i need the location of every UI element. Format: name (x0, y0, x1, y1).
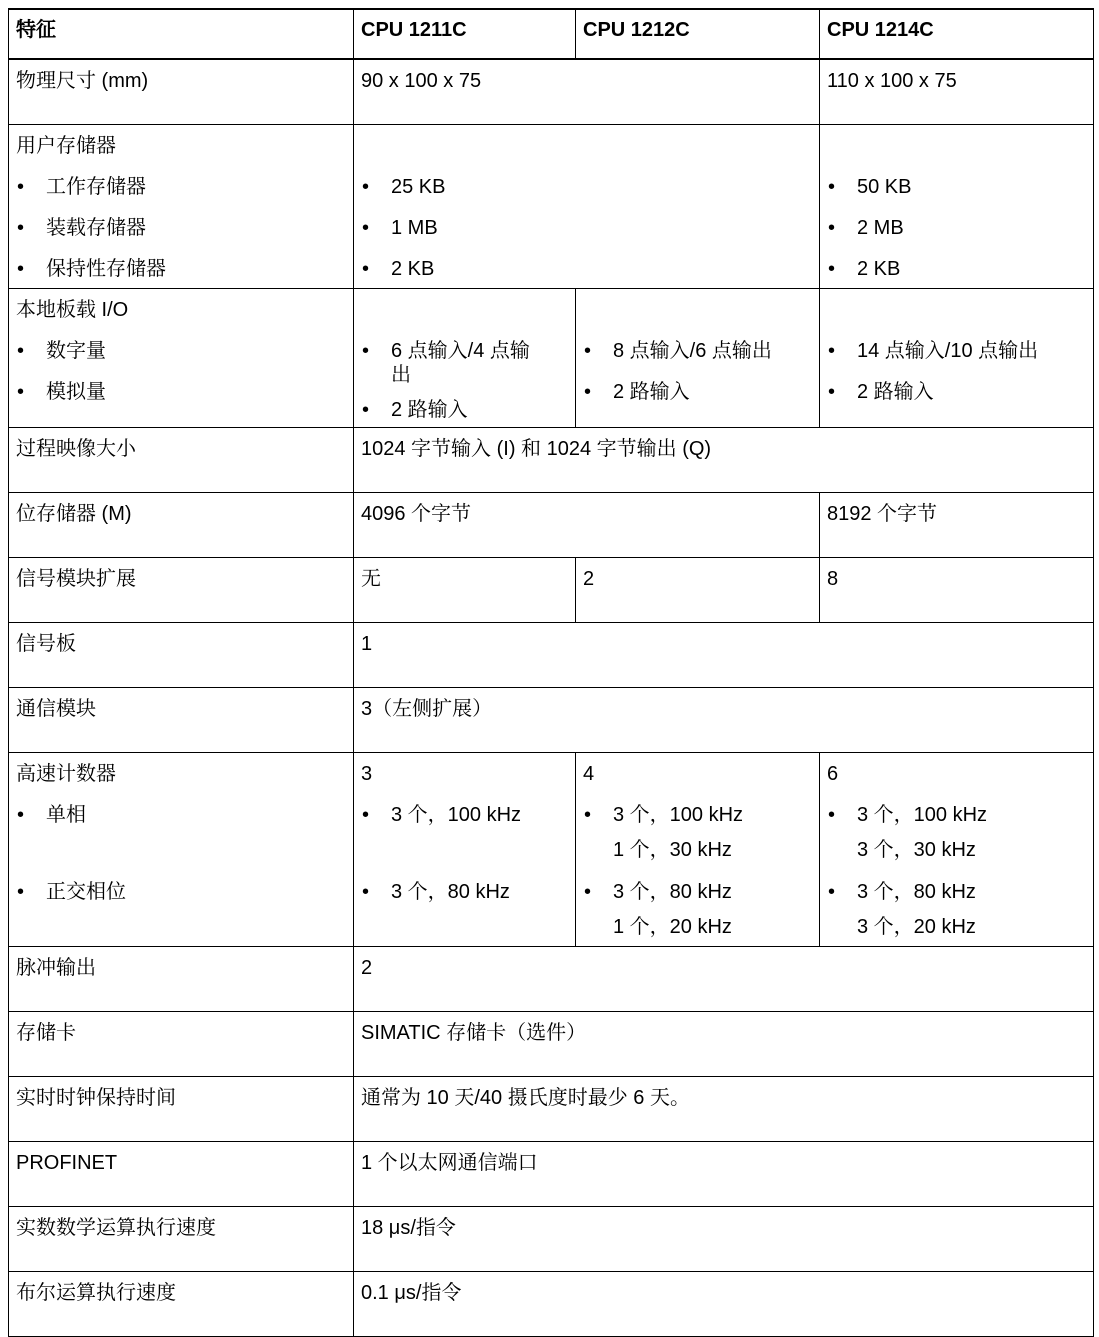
list-item: • 2 MB (827, 216, 1086, 240)
hsc-1212c-single-line1: • 3 个，100 kHz (613, 804, 744, 826)
label-signal-module: 信号模块扩展 (9, 558, 354, 623)
value-size-1211c-1212c: 90 x 100 x 75 (354, 59, 820, 125)
value-signal-board: 1 (354, 623, 1094, 688)
list-item: • 2 路输入 (361, 398, 568, 422)
memory-values-1211c-1212c (361, 175, 812, 281)
list-item: • 模拟量 (16, 380, 346, 404)
value-memory-card: SIMATIC 存储卡（选件） (354, 1012, 1094, 1077)
hsc-values-1214c (827, 803, 1086, 939)
value-hsc-1211c (354, 753, 576, 947)
value-bitmem-1211c-1212c: 4096 个字节 (354, 493, 820, 558)
label-physical-size: 物理尺寸 (mm) (9, 59, 354, 125)
label-hsc: 高速计数器 (16, 763, 116, 785)
hsc-values-1211c (361, 803, 568, 904)
row-local-io (9, 289, 1094, 428)
header-cpu-1212c: CPU 1212C (576, 9, 820, 59)
list-item (583, 880, 812, 939)
hsc-1214c-single-line1: • 3 个，100 kHz (857, 804, 988, 826)
io-values-1214c (827, 339, 1086, 404)
value-memory-1214c (820, 125, 1094, 289)
row-bit-memory (9, 493, 1094, 558)
value-io-1212c (576, 289, 820, 428)
value-hsc-1212c (576, 753, 820, 947)
list-item: • 2 KB (827, 257, 1086, 281)
hsc-1211c-total: 3 (361, 763, 373, 785)
row-memory-card (9, 1012, 1094, 1077)
row-comm-module (9, 688, 1094, 753)
list-item (583, 803, 812, 862)
value-sigmod-1211c: 无 (354, 558, 576, 623)
label-signal-board: 信号板 (9, 623, 354, 688)
list-item: • 50 KB (827, 175, 1086, 199)
hsc-1214c-quad-line2: 3 个，20 kHz (857, 916, 976, 938)
label-process-image: 过程映像大小 (9, 428, 354, 493)
label-rtc-retention: 实时时钟保持时间 (9, 1077, 354, 1142)
list-item (361, 339, 568, 387)
value-io-1214c (820, 289, 1094, 428)
row-process-image (9, 428, 1094, 493)
row-real-math-speed (9, 1207, 1094, 1272)
value-hsc-1214c (820, 753, 1094, 947)
label-user-memory-cell (9, 125, 354, 289)
list-item: • 装载存储器 (16, 216, 346, 240)
label-boolean-speed: 布尔运算执行速度 (9, 1272, 354, 1337)
row-signal-board (9, 623, 1094, 688)
hsc-1214c-single-line2: 3 个，30 kHz (857, 839, 976, 861)
list-item: • 数字量 (16, 339, 346, 363)
memory-values-1214c (827, 175, 1086, 281)
list-item: • 2 路输入 (583, 380, 812, 404)
value-sigmod-1212c: 2 (576, 558, 820, 623)
value-io-1211c (354, 289, 576, 428)
label-user-memory: 用户存储器 (16, 135, 116, 157)
io-1211c-digital-line2: 出 (391, 364, 411, 386)
value-profinet: 1 个以太网通信端口 (354, 1142, 1094, 1207)
hsc-item-list (16, 803, 346, 904)
value-comm-module: 3（左侧扩展） (354, 688, 1094, 753)
list-item: • 2 KB (361, 257, 812, 281)
label-memory-card: 存储卡 (9, 1012, 354, 1077)
row-hsc (9, 753, 1094, 947)
list-item: • 保持性存储器 (16, 257, 346, 281)
row-pulse-output (9, 947, 1094, 1012)
label-comm-module: 通信模块 (9, 688, 354, 753)
list-item: • 1 MB (361, 216, 812, 240)
label-real-math-speed: 实数数学运算执行速度 (9, 1207, 354, 1272)
row-physical-size (9, 59, 1094, 125)
value-real-math-speed: 18 μs/指令 (354, 1207, 1094, 1272)
value-memory-1211c-1212c (354, 125, 820, 289)
list-item: • 3 个，80 kHz (361, 880, 568, 904)
hsc-1214c-quad-line1: • 3 个，80 kHz (857, 881, 976, 903)
value-sigmod-1214c: 8 (820, 558, 1094, 623)
list-item: • 3 个，100 kHz (361, 803, 568, 827)
value-boolean-speed: 0.1 μs/指令 (354, 1272, 1094, 1337)
label-local-io: 本地板载 I/O (16, 299, 129, 321)
label-bit-memory: 位存储器 (M) (9, 493, 354, 558)
hsc-1212c-quad-line1: • 3 个，80 kHz (613, 881, 732, 903)
hsc-1214c-total: 6 (827, 763, 839, 785)
value-size-1214c: 110 x 100 x 75 (820, 59, 1094, 125)
cpu-spec-table (8, 8, 1094, 1337)
list-item: • 2 路输入 (827, 380, 1086, 404)
label-profinet: PROFINET (9, 1142, 354, 1207)
header-row (9, 9, 1094, 59)
label-pulse-output: 脉冲输出 (9, 947, 354, 1012)
memory-item-list (16, 175, 346, 281)
row-profinet (9, 1142, 1094, 1207)
io-item-list (16, 339, 346, 404)
hsc-1212c-total: 4 (583, 763, 595, 785)
list-item (827, 803, 1086, 862)
list-item: • 25 KB (361, 175, 812, 199)
hsc-values-1212c (583, 803, 812, 939)
hsc-1212c-single-line2: 1 个，30 kHz (613, 839, 732, 861)
row-rtc-retention (9, 1077, 1094, 1142)
header-cpu-1211c: CPU 1211C (354, 9, 576, 59)
list-item: • 14 点输入/10 点输出 (827, 339, 1086, 363)
hsc-1212c-quad-line2: 1 个，20 kHz (613, 916, 732, 938)
row-signal-module (9, 558, 1094, 623)
list-item: • 正交相位 (16, 880, 346, 904)
row-boolean-speed (9, 1272, 1094, 1337)
list-item: • 单相 (16, 803, 346, 827)
value-bitmem-1214c: 8192 个字节 (820, 493, 1094, 558)
list-item (827, 880, 1086, 939)
value-process-image: 1024 字节输入 (I) 和 1024 字节输出 (Q) (354, 428, 1094, 493)
label-local-io-cell (9, 289, 354, 428)
row-user-memory (9, 125, 1094, 289)
io-values-1211c (361, 339, 568, 422)
value-pulse-output: 2 (354, 947, 1094, 1012)
list-item: • 8 点输入/6 点输出 (583, 339, 812, 363)
header-feature: 特征 (9, 9, 354, 59)
io-values-1212c (583, 339, 812, 404)
list-item: • 工作存储器 (16, 175, 346, 199)
io-1211c-digital-line1: • 6 点输入/4 点输 (391, 340, 530, 362)
header-cpu-1214c: CPU 1214C (820, 9, 1094, 59)
label-hsc-cell (9, 753, 354, 947)
value-rtc-retention: 通常为 10 天/40 摄氏度时最少 6 天。 (354, 1077, 1094, 1142)
